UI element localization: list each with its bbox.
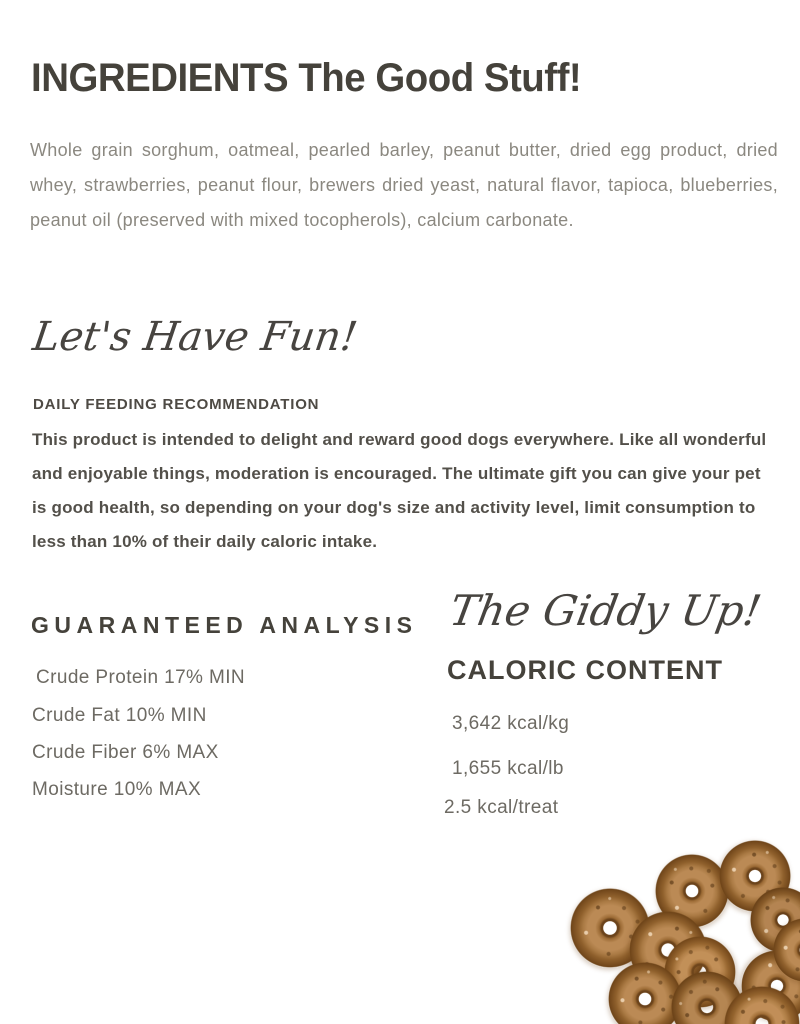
treat-ring	[598, 952, 693, 1024]
treat-ring	[745, 882, 800, 958]
analysis-item-moisture: Moisture 10% MAX	[32, 779, 202, 800]
guaranteed-analysis-heading: GUARANTEED ANALYSIS	[31, 612, 418, 638]
treat-ring	[649, 921, 751, 1023]
treat-ring	[761, 906, 800, 993]
treat-ring	[616, 898, 720, 1002]
treat-ring	[715, 977, 800, 1024]
analysis-item-crude-protein: Crude Protein 17% MIN	[36, 667, 246, 688]
lets-have-fun-script-heading: Let's Have Fun!	[30, 314, 361, 360]
treat-ring	[661, 961, 753, 1024]
caloric-item-kcal-per-lb: 1,655 kcal/lb	[452, 758, 564, 779]
analysis-item-crude-fat: Crude Fat 10% MIN	[32, 705, 207, 726]
caloric-content-heading: CALORIC CONTENT	[447, 655, 723, 685]
treat-ring	[704, 825, 800, 926]
caloric-item-kcal-per-treat: 2.5 kcal/treat	[444, 797, 559, 818]
daily-feeding-text: This product is intended to delight and reward good dogs everywhere. Like all wonderful and enjoyable things, moderation is encouraged. The ultimate gift you can give your pet is good health, so depending on your dog's size and activity level, limit consumption to less than 10% of their daily caloric intake.	[32, 430, 767, 551]
giddy-up-script-heading: The Giddy Up!	[446, 586, 765, 635]
caloric-item-kcal-per-kg: 3,642 kcal/kg	[452, 713, 570, 734]
treat-ring	[563, 881, 658, 976]
ingredients-list-text: Whole grain sorghum, oatmeal, pearled barley, peanut butter, dried egg product, dried whey, strawberries, peanut flour, brewers dried yeast, natural flavor, tapioca, blueberries, peanut oil (preserved with mixed tocopherols), calcium carbonate.	[30, 140, 778, 230]
analysis-item-crude-fiber: Crude Fiber 6% MAX	[32, 742, 219, 763]
treat-ring	[738, 947, 800, 1024]
daily-feeding-heading: DAILY FEEDING RECOMMENDATION	[33, 396, 320, 413]
treat-ring	[643, 842, 741, 940]
ingredients-title: INGREDIENTS The Good Stuff!	[31, 56, 582, 100]
